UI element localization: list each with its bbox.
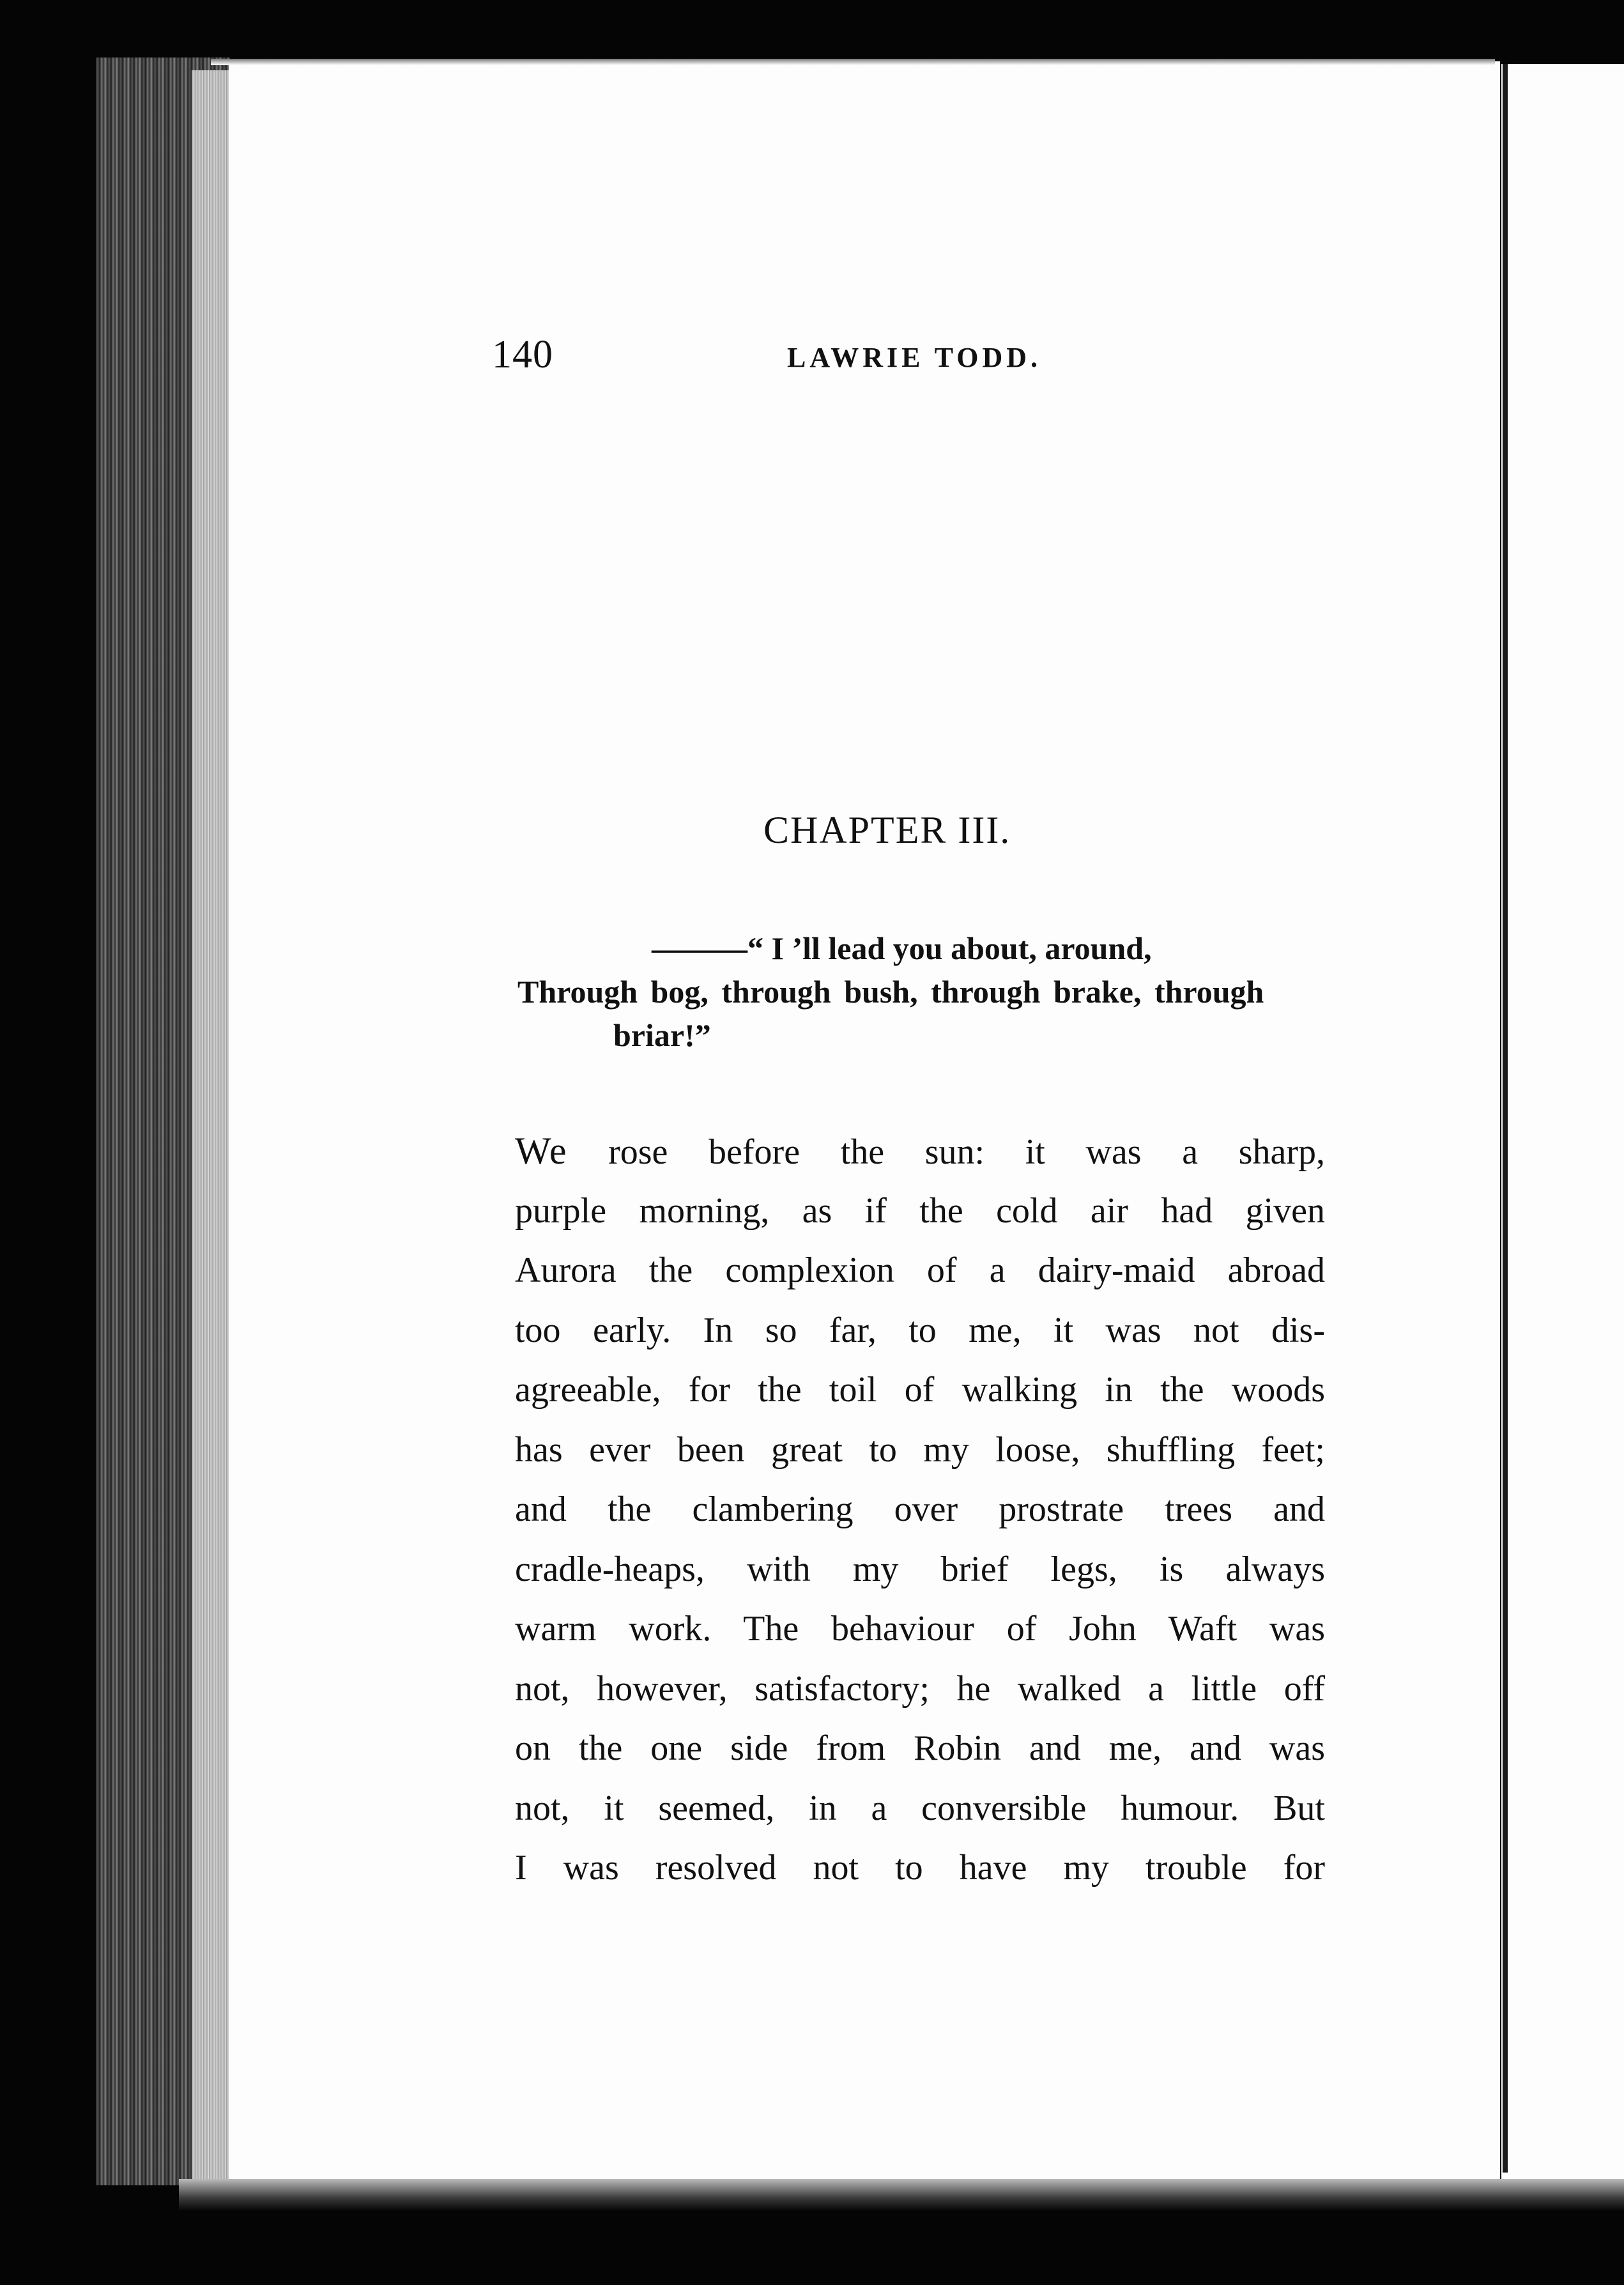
text-line: and the clambering over prostrate trees and xyxy=(515,1489,1325,1529)
text-line: warm work. The behaviour of John Waft was xyxy=(515,1609,1325,1649)
text-line-rest: rose before the sun: it was a sharp, xyxy=(567,1132,1325,1172)
page-edges xyxy=(192,70,230,2179)
text-line xyxy=(515,1121,1325,1181)
page-top-edge xyxy=(211,59,1495,65)
text-line: cradle-heaps, with my brief legs, is always xyxy=(515,1549,1325,1589)
page-bottom-edge xyxy=(179,2179,1624,2211)
lead-in-word: We xyxy=(515,1130,568,1172)
text-line: has ever been great to my loose, shuffling feet; xyxy=(515,1429,1325,1470)
epigraph xyxy=(517,927,1329,1057)
chapter-title: CHAPTER III. xyxy=(763,809,1011,851)
epigraph-line: briar!” xyxy=(613,1017,711,1053)
body-text xyxy=(515,1121,1325,1898)
text-line: agreeable, for the toil of walking in the woods xyxy=(515,1370,1325,1410)
text-line: on the one side from Robin and me, and was xyxy=(515,1728,1325,1768)
text-line: not, it seemed, in a conversible humour. But xyxy=(515,1788,1325,1828)
running-head xyxy=(492,332,1322,383)
text-line: too early. In so far, to me, it was not dis- xyxy=(515,1310,1325,1350)
text-line: Aurora the complexion of a dairy-maid abroad xyxy=(515,1250,1325,1290)
page-gutter xyxy=(1503,64,1508,2173)
running-title: LAWRIE TODD. xyxy=(787,342,1042,373)
epigraph-line: Through bog, through bush, through brake, through xyxy=(517,974,1264,1010)
text-line: purple morning, as if the cold air had given xyxy=(515,1190,1325,1231)
epigraph-line: ———“ I ’ll lead you about, around, xyxy=(652,930,1152,966)
facing-page xyxy=(1501,64,1624,2179)
text-line: not, however, satisfactory; he walked a little off xyxy=(515,1668,1325,1709)
page-number: 140 xyxy=(492,333,553,376)
text-line: I was resolved not to have my trouble for xyxy=(515,1848,1325,1888)
